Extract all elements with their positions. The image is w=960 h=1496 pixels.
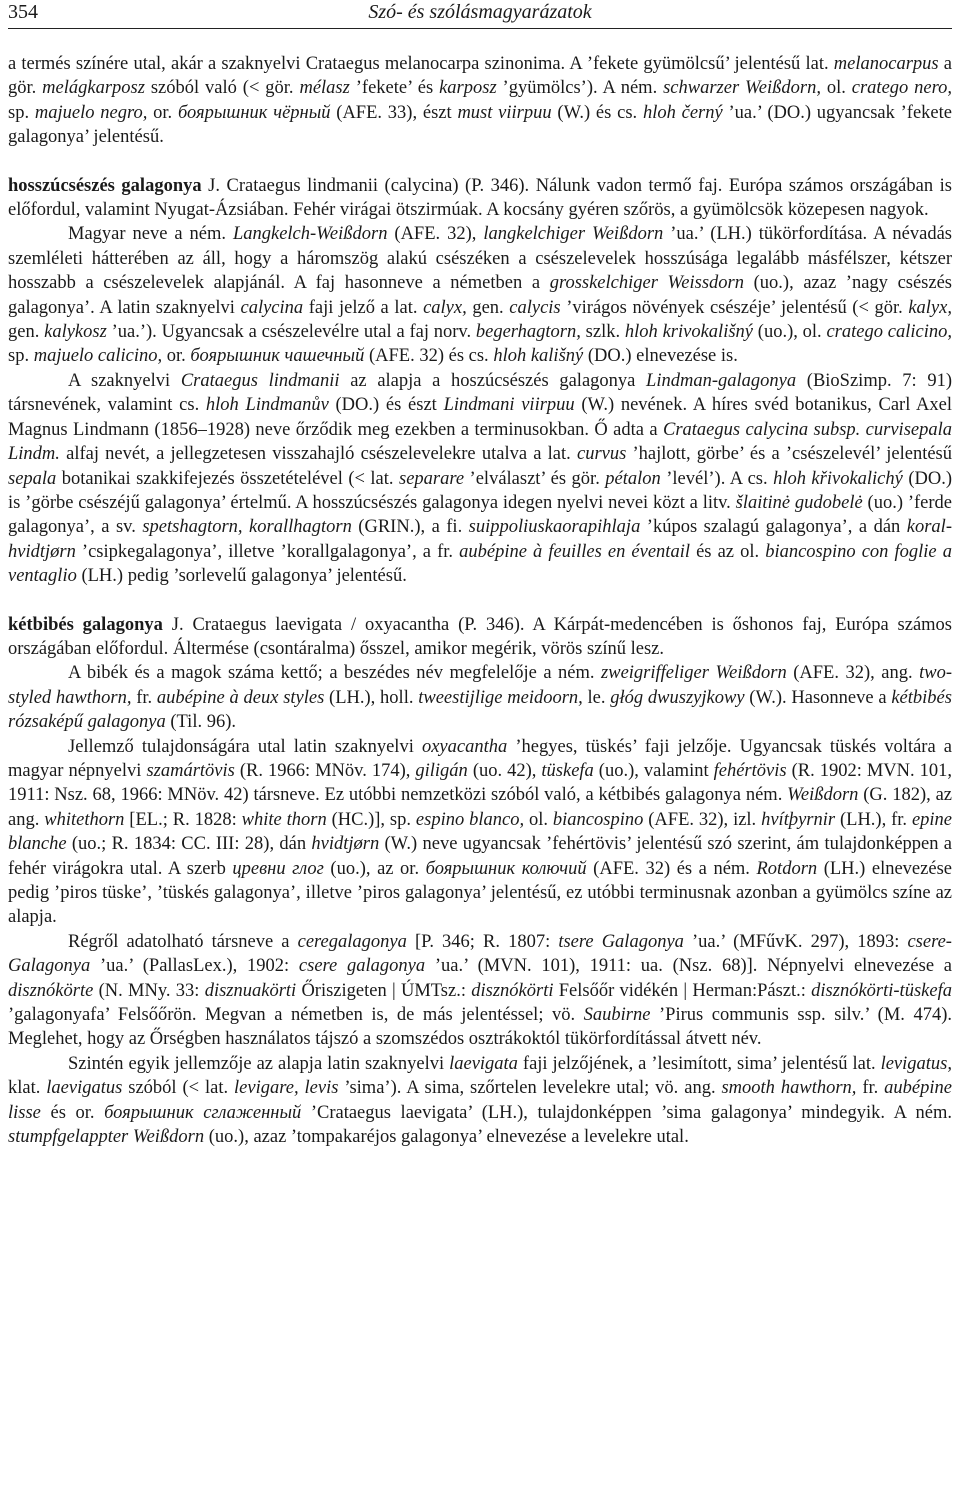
italic-term: głóg dwuszyjkowy [610,687,745,708]
text-run: Magyar neve a ném. [68,224,233,245]
text-run: or. [162,346,191,367]
paragraph [8,174,952,223]
text-run: (LH.), fr. [835,809,912,830]
paragraph [8,369,952,589]
text-run: ’ua.’ (MFűvK. 297), 1893: [683,931,908,952]
italic-term: sepala [8,468,57,489]
text-run: gen. [8,322,45,343]
entry-headword: kétbibés galagonya [8,614,163,635]
text-run: ’galagonyafa’ Felsőőrön. Megvan a németben is, de más jelentéssel; vö. [8,1005,584,1026]
paragraph [8,52,952,150]
page-header [8,0,952,29]
italic-term: pétalon [605,468,661,489]
italic-term: disznuakörti [204,980,297,1001]
text-run: (uo.), az or. [323,858,426,879]
text-run: a gör. [8,54,953,99]
paragraph [8,1052,952,1150]
italic-term: espino blanco, [415,809,525,830]
text-run: ’ua.’ (MVN. 101), 1911: ua. (Nsz. 68)]. Népnyelvi elnevezése a [425,956,953,977]
text-run: Felsőőr vidékén | Herman:Pászt.: [553,980,812,1001]
text-run: fr. [856,1078,885,1099]
italic-term: Lindman-galagonya [646,370,797,391]
text-run: (HC.)], sp. [326,809,416,830]
text-run: ’elválaszt’ és gör. [464,468,606,489]
text-run: (AFE. 32), [387,224,484,245]
italic-term: grosskelchiger Weissdorn [549,273,744,294]
text-run: gen. [466,297,510,318]
text-run: (uo.), azaz ’nagy csészés galagonya’. A latin szaknyelvi [8,273,953,318]
italic-term: begerhagtorn, [475,322,581,343]
text-run: (uo.), azaz ’tompakaréjos galagonya’ elnevezése a levelekre utal. [204,1127,689,1148]
text-run: (uo.) ’ferde galagonya’, a sv. [8,492,952,538]
paragraph-gap [8,589,952,613]
text-run: ’fekete’ és [349,78,440,99]
text-run: ’ua.’ (PallasLex.), 1902: [90,956,299,977]
italic-term: epine blanche [8,809,953,855]
italic-term: levigatus, [880,1053,952,1074]
italic-term: aubépine à feuilles en éventail [459,541,690,562]
italic-term: fehértövis [713,760,787,781]
text-run: alfaj nevét, a jellegzetesen visszahajló csészelevelekre utalva a lat. [59,444,577,465]
italic-term: боярышник чёрный [177,102,331,123]
text-run: faji jelző a lat. [303,297,424,318]
italic-term: melágkarposz [42,78,145,99]
italic-term: calyx, [423,297,467,318]
text-run: az alapja a hoszúcsészés galagonya [339,370,647,391]
text-run: szlk. [580,322,625,343]
text-run: ’levél’). A cs. [660,468,774,489]
text-run: Jellemző tulajdonságára utal latin szaknyelvi [68,736,422,757]
text-run: ’ua.’ (DO.) ugyancsak ’fekete galagonya’ jelentésű. [8,102,952,148]
italic-term: Rotdorn [756,858,818,879]
italic-term: stumpfgelappter Weißdorn [8,1127,205,1148]
italic-term: Crataegus calycina subsp. curvisepala Lindm. [8,419,952,465]
italic-term: hloh černý [642,102,723,123]
running-title: Szó- és szólásmagyarázatok [368,1,592,23]
text-run: (W.) nevének. A híres svéd botanikus, Carl Axel Magnus Lindmann (1856–1928) neve őrződik meg ezekben a terminusokban. Ő adta a [8,395,953,440]
italic-term: curvus [576,444,627,465]
italic-term: hvidtjørn [311,834,380,855]
text-run: le. [582,687,611,708]
italic-term: цревни глог [232,858,324,879]
text-run: Őriszigeten | ÚMTsz.: [296,980,472,1001]
text-run: or. [147,102,178,123]
italic-term: боярышник сглаженный [104,1102,302,1123]
italic-term: ceregalagonya [297,931,407,952]
text-run: Régről adatolható társneve a [68,931,298,952]
text-run: (BioSzimp. 7: 91) társnevének, valamint cs. [8,370,952,416]
text-run: sp. [8,102,35,123]
italic-term: levigare, levis [234,1078,339,1099]
text-run: (W.). Hasonneve a [744,687,892,708]
text-run: ol. [820,78,852,99]
italic-term: csere-Galagonya [8,931,952,977]
italic-term: Lindmani viirpuu [443,395,575,416]
italic-term: oxyacantha [421,736,508,757]
text-run: és or. [40,1102,105,1123]
text-run: ’hegyes, tüskés’ faji jelzője. Ugyancsak tüskés voltára a magyar népnyelvi [8,736,952,781]
text-run: J. Crataegus laevigata / oxyacantha (P. 346). A Kárpát-medencében is őshonos faj, Európa számos országában előfordul. Áltermése (csontáralma) ősszel, amikor megérik, vörös színű lesz. [8,614,953,659]
text-run: faji jelzőjének, a ’lesimított, sima’ jelentésű lat. [517,1053,881,1074]
italic-term: calycis [509,297,561,318]
italic-term: hloh krivokališný [624,322,753,343]
text-run: (AFE. 33), észt [330,102,458,123]
italic-term: karposz [439,78,497,99]
text-run: (DO.) elnevezése is. [583,346,738,367]
italic-term: two-styled hawthorn, [8,663,952,708]
text-run: (DO.) és észt [328,395,444,416]
italic-term: tweestijlige meidoorn, [418,687,583,708]
text-run: ’csipkegalagonya’, illetve ’korallgalagonya’, a fr. [75,541,460,562]
italic-term: Weißdorn [787,785,859,806]
italic-term: white thorn [241,809,327,830]
italic-term: aubépine lisse [8,1078,952,1123]
text-run: (AFE. 32) és cs. [364,346,494,367]
paragraph [8,661,952,734]
italic-term: hvítþyrnir [761,809,836,830]
italic-term: kalyx, [908,297,952,318]
italic-term: Crataegus lindmanii [180,370,340,391]
text-run: ’ua.’ (LH.) tükörfordítása. A névadás szemléleti hátterében az áll, hogy a háromszög alakú csészéken a csészelevelek hosszúsága legalább másfélszer, kétszer hosszabb a csészelevelek alapjánál. A faj hasonneve a németben a [8,224,952,294]
text-run: (uo.), valamint [593,760,714,781]
italic-term: hloh křivokalichý [773,468,903,489]
text-run: (DO.) is ’görbe csészéjű galagonya’ értelmű. A hosszúcsészés galagonya idegen nyelvi nevei közt a litv. [8,468,952,513]
text-run: (W.) neve ugyancsak ’fehértövis’ jelentésű szó szerint, ám tulajdonképpen a fehér virágokra utal. A szerb [8,834,953,879]
text-run: (GRIN.), a fi. [351,517,469,538]
paragraph-gap [8,150,952,174]
italic-term: schwarzer Weißdorn, [663,78,821,99]
text-run: ’sima’). A sima, szőrtelen levelekre utal; vö. ang. [338,1078,722,1099]
italic-term: szamártövis [146,760,235,781]
text-run: (AFE. 32) és a ném. [586,858,757,879]
entry-headword: hosszúcsészés galagonya [8,175,202,196]
text-run: A szaknyelvi [68,370,181,391]
italic-term: kétbibés rózsaképű galagonya [8,687,952,733]
text-run: (R. 1902: MVN. 101, 1911: Nsz. 68, 1966: MNöv. 42) társneve. Ez utóbbi nemzetközi szóból való, a kétbibés galagonya ném. [8,760,952,806]
italic-term: tüskefa [541,760,594,781]
italic-term: disznókörti [471,980,554,1001]
italic-term: Saubirne [583,1005,651,1026]
text-run: sp. [8,346,34,367]
text-run: szóból (< lat. [122,1078,235,1099]
page-number: 354 [8,1,38,23]
italic-term: giligán [415,760,468,781]
text-run: (R. 1966: MNöv. 174), [234,760,416,781]
italic-term: Langkelch-Weißdorn [232,224,388,245]
paragraph [8,222,952,368]
italic-term: koral-hvidtjørn [8,517,952,562]
text-run: (AFE. 32), ang. [786,663,920,684]
italic-term: disznókörte [8,980,94,1001]
italic-term: whitethorn [44,809,125,830]
text-run: ’hajlott, görbe’ és a ’csészelevél’ jelentésű [626,444,952,465]
italic-term: smooth hawthorn, [721,1078,857,1099]
text-run: (N. MNy. 33: [93,980,205,1001]
italic-term: tsere Galagonya [558,931,684,952]
italic-term: disznókörti-tüskefa [811,980,952,1001]
italic-term: kalykosz [44,322,107,343]
text-run: ’Crataegus laevigata’ (LH.), tulajdonképpen ’sima galagonya’ mindegyik. A ném. [301,1102,952,1123]
text-run: szóból való (< gör. [144,78,300,99]
text-run: ’ua.’). Ugyancsak a csészelevélre utal a faj norv. [106,322,476,343]
italic-term: šlaitinė gudobelė [735,492,863,513]
italic-term: must viirpuu [457,102,552,123]
italic-term: zweigriffeliger Weißdorn [601,663,787,684]
text-run: (uo.), ol. [753,322,827,343]
text-run: ’Pirus communis ssp. silv.’ (M. 474). Meglehet, hogy az Őrségben használatos tájszó a szomszédos osztrákoktól tükörfordítással átvett név. [8,1005,952,1050]
italic-term: suippoliuskaorapihlaja [468,517,641,538]
italic-term: majuelo calicino, [33,346,163,367]
text-run: botanikai szakkifejezés összetételével (< lat. [56,468,399,489]
italic-term: majuelo negro, [34,102,148,123]
italic-term: mélasz [299,78,350,99]
text-run: ’virágos növények csészéje’ jelentésű (< gör. [560,297,909,318]
article-body [8,52,952,1149]
italic-term: laevigatus [46,1078,123,1099]
text-run: (G. 182), az ang. [8,785,952,830]
text-run: ol. [524,809,553,830]
text-run: (uo.; R. 1834: CC. III: 28), dán [66,834,312,855]
text-run: A bibék és a magok száma kettő; a beszédes név megfelelője a ném. [68,663,602,684]
italic-term: cratego nero, [851,78,953,99]
text-run: és az ol. [689,541,766,562]
text-run: (W.) és cs. [551,102,643,123]
text-run: (LH.), holl. [324,687,419,708]
text-run: Szintén egyik jellemzője az alapja latin szaknyelvi [68,1053,450,1074]
italic-term: biancospino con foglie a ventaglio [8,541,952,587]
text-run: klat. [8,1078,47,1099]
text-run: ’kúpos szalagú galagonya’, a dán [640,517,907,538]
text-run: [P. 346; R. 1807: [406,931,559,952]
text-run: ’gyümölcs’). A ném. [496,78,664,99]
paragraph [8,613,952,662]
italic-term: melanocarpus [833,54,939,74]
text-run: a termés színére utal, akár a szaknyelvi Crataegus melanocarpa szinonima. A ’fekete gyümölcsű’ jelentésű lat. [8,54,834,74]
italic-term: spetshagtorn, korallhagtorn [142,517,352,538]
text-run: (LH.) pedig ’sorlevelű galagonya’ jelentésű. [76,566,407,587]
italic-term: hloh Lindmanův [205,395,329,416]
text-run: (LH.) elnevezése pedig ’piros tüske’, ’tüskés galagonya’, illetve ’piros galagonya’ jelentésű, ez utóbbi terminusnak azonban a gyümölcs színe az alapja. [8,858,952,928]
italic-term: aubépine à deux styles [156,687,325,708]
italic-term: cratego calicino, [826,322,952,343]
italic-term: csere galagonya [298,956,426,977]
italic-term: calycina [240,297,304,318]
paragraph [8,930,952,1052]
italic-term: hloh kališný [493,346,584,367]
italic-term: biancospino [552,809,644,830]
text-run: J. Crataegus lindmanii (calycina) (P. 346). Nálunk vadon termő faj. Európa számos országában is előfordul, valamint Nyugat-Ázsiában. Fehér virágai ötszirmúak. A kocsány gyéren szőrös, a gyümölcsök közepesen nagyok. [8,175,952,221]
text-run: fr. [131,687,157,708]
text-run: (uo. 42), [467,760,542,781]
italic-term: laevigata [449,1053,518,1074]
italic-term: langkelchiger Weißdorn [483,224,664,245]
italic-term: боярышник колючий [425,858,587,879]
text-run: [EL.; R. 1828: [124,809,242,830]
text-run: (AFE. 32), izl. [643,809,762,830]
text-run: (Til. 96). [165,712,237,733]
italic-term: separare [399,468,465,489]
paragraph [8,735,952,930]
italic-term: боярышник чашечный [190,346,365,367]
